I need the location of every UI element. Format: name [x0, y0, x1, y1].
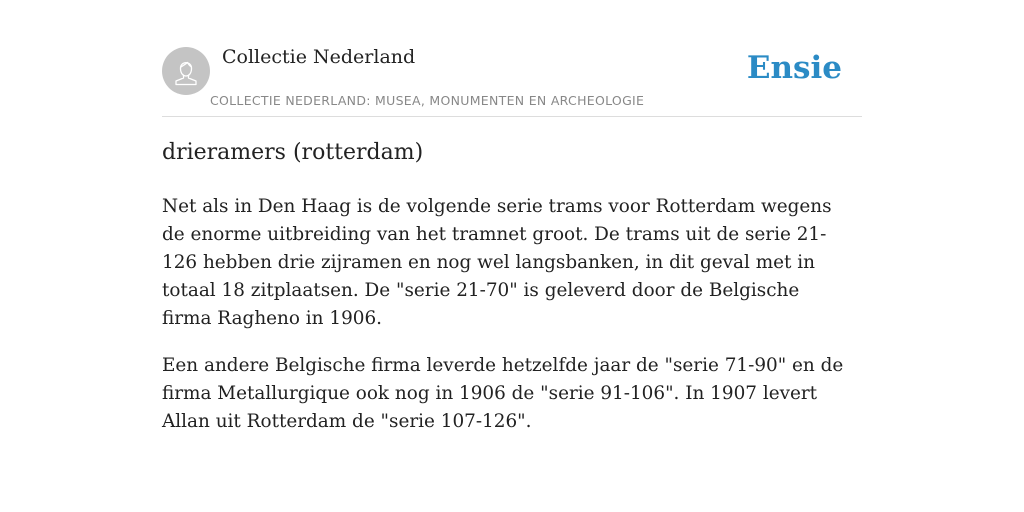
author-name[interactable]: Collectie Nederland — [222, 46, 416, 68]
user-outline-icon — [162, 47, 210, 95]
article-paragraph: Een andere Belgische firma leverde hetzelfde jaar de "serie 71-90" en de firma Metallurgique ook nog in 1906 de "serie 91-106". In 1907 levert Allan uit Rotterdam de "serie 107-126". — [162, 355, 844, 432]
author-avatar[interactable] — [162, 47, 210, 95]
article-title: drieramers (rotterdam) — [162, 140, 424, 165]
article-header — [162, 46, 862, 117]
article-body — [162, 193, 852, 455]
article-paragraph: Net als in Den Haag is de volgende serie trams voor Rotterdam wegens de enorme uitbreiding van het tramnet groot. De trams uit de serie 21-126 hebben drie zijramen en nog wel langsbanken, in dit geval met in totaal 18 zitplaatsen. De "serie 21-70" is geleverd door de Belgische firma Ragheno in 1906. — [162, 196, 832, 329]
ensie-logo[interactable]: Ensie — [746, 50, 842, 86]
author-subtitle: COLLECTIE NEDERLAND: MUSEA, MONUMENTEN EN ARCHEOLOGIE — [210, 93, 645, 108]
